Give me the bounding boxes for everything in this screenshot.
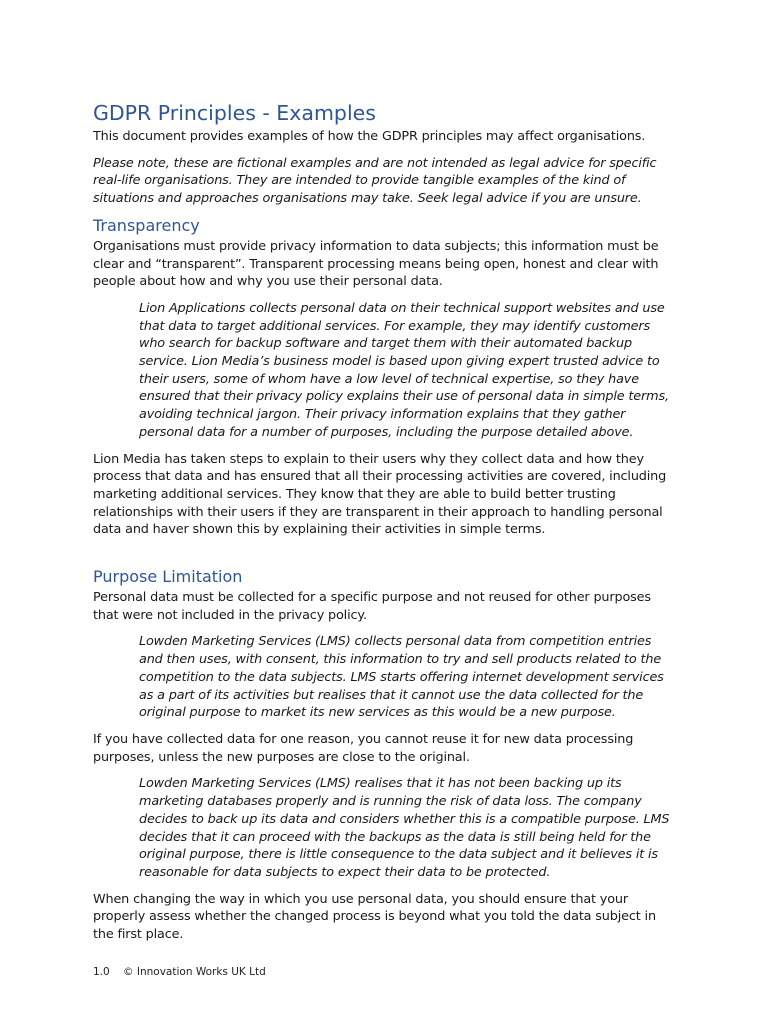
page-title: GDPR Principles - Examples xyxy=(93,101,376,125)
purpose-example-1: Lowden Marketing Services (LMS) collects personal data from competition entries and then uses, with consent, this information to try and sell products related to the competition to the data subjects. LMS starts offering internet development services as a part of its activities but realises that it cannot use the data collected for the original purpose to market its new services as this would be a new purpose. xyxy=(139,634,664,721)
purpose-body-3: When changing the way in which you use personal data, you should ensure that your properly assess whether the changed process is beyond what you told the data subject in the first place. xyxy=(93,891,656,943)
intro-paragraph: This document provides examples of how the GDPR principles may affect organisations. xyxy=(93,129,646,144)
section-heading-transparency: Transparency xyxy=(93,215,200,235)
footer-version: 1.0 xyxy=(93,966,110,978)
disclaimer-paragraph: Please note, these are fictional examples and are not intended as legal advice for specific real-life organisations. They are intended to provide tangible examples of the kind of situations and approaches organisations may take. Seek legal advice if you are unsure. xyxy=(93,155,657,207)
page-footer xyxy=(93,966,276,978)
transparency-body-1: Organisations must provide privacy information to data subjects; this information must be clear and “transparent”. Transparent processing means being open, honest and clear with people about how and why you use their personal data. xyxy=(93,238,659,290)
section-heading-purpose-limitation: Purpose Limitation xyxy=(93,567,243,587)
document-page xyxy=(93,100,675,944)
purpose-body-1: Personal data must be collected for a specific purpose and not reused for other purposes that were not included in the privacy policy. xyxy=(93,590,651,623)
transparency-body-2: Lion Media has taken steps to explain to their users why they collect data and how they process that data and has ensured that all their processing activities are covered, including marketing additional services. They know that they are able to build better trusting relationships with their users if they are transparent in their approach to handling personal data and haver shown this by explaining their activities in simple terms. xyxy=(93,451,667,538)
purpose-body-2: If you have collected data for one reason, you cannot reuse it for new data processing purposes, unless the new purposes are close to the original. xyxy=(93,731,634,765)
transparency-example: Lion Applications collects personal data on their technical support websites and use that data to target additional services. For example, they may identify customers who search for backup software and target them with their automated backup service. Lion Media’s business model is based upon giving expert trusted advice to their users, some of whom have a low level of technical expertise, so they have ensured that their privacy policy explains their use of personal data in simple terms, avoiding technical jargon. Their privacy information explains that they gather personal data for a number of purposes, including the purpose detailed above. xyxy=(139,300,669,440)
purpose-example-2: Lowden Marketing Services (LMS) realises that it has not been backing up its marketing databases properly and is running the risk of data loss. The company decides to back up its data and considers whether this is a compatible purpose. LMS decides that it can proceed with the backups as the data is still being held for the original purpose, there is little consequence to the data subject and it believes it is reasonable for data subjects to expect their data to be protected. xyxy=(139,776,670,880)
footer-copyright: © Innovation Works UK Ltd xyxy=(123,966,266,978)
